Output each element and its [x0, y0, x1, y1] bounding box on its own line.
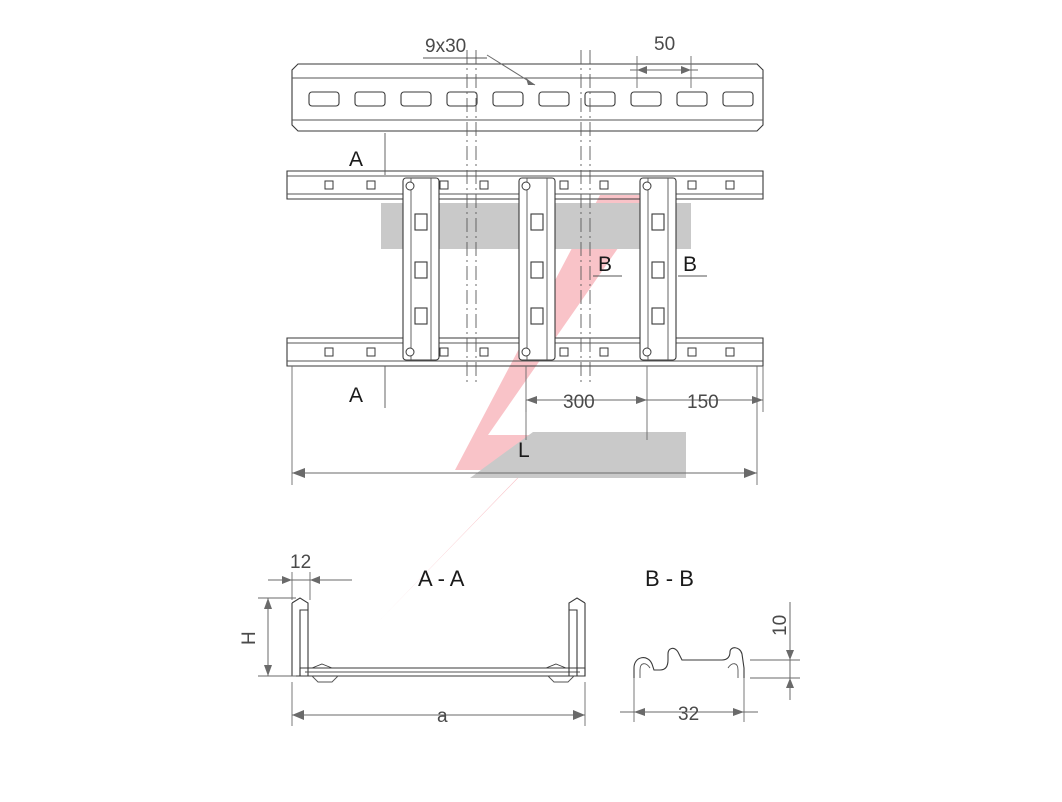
- section-mark-a-bottom: A: [349, 384, 364, 407]
- section-mark-a-top: A: [349, 148, 364, 171]
- dim-10: 10: [770, 614, 791, 636]
- section-mark-b-left: B: [598, 253, 613, 276]
- dim-a: a: [437, 706, 448, 727]
- dim-150: 150: [687, 392, 719, 413]
- dim-32: 32: [678, 704, 700, 725]
- dim-H: H: [239, 631, 260, 645]
- dim-12: 12: [290, 552, 312, 573]
- dim-slot-9x30: 9x30: [425, 36, 467, 57]
- dim-length-L: L: [518, 439, 530, 462]
- section-bb-title: B - B: [645, 566, 694, 591]
- section-aa-title: A - A: [418, 566, 465, 591]
- dim-pitch-50: 50: [654, 34, 676, 55]
- dim-300: 300: [563, 392, 595, 413]
- section-mark-b-right: B: [683, 253, 698, 276]
